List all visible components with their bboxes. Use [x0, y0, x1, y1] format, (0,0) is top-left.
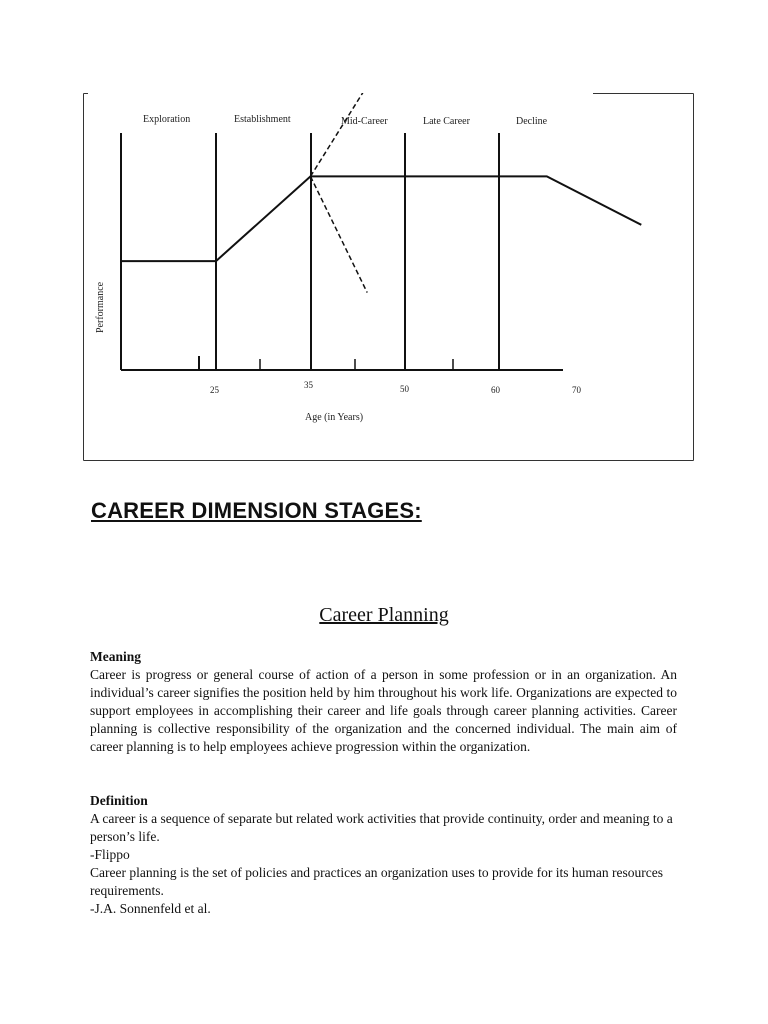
definition-section	[90, 792, 677, 918]
definition-attribution: -J.A. Sonnenfeld et al.	[90, 901, 211, 916]
career-stages-figure	[83, 93, 694, 461]
y-axis-title: Performance	[95, 281, 106, 333]
x-axis-title: Age (in Years)	[305, 412, 364, 423]
section-heading: CAREER DIMENSION STAGES:	[91, 498, 422, 523]
meaning-paragraph: Career is progress or general course of action of a person in some profession or in an organization. An individual’s career signifies the position held by him throughout his work life. Organizations are expected to support employees in accomplishing their career and life goals through career planning activities. Career planning is collective responsibility of the organization and the concerned individual. The main aim of career planning is to help employees achieve progression within the organization.	[90, 667, 677, 754]
performance-series-line	[122, 176, 642, 261]
x-tick-label: 35	[304, 380, 313, 390]
x-tick-label: 50	[400, 384, 409, 394]
meaning-heading: Meaning	[90, 649, 142, 664]
stage-label: Mid-Career	[341, 116, 388, 127]
career-stages-chart	[83, 93, 694, 461]
x-tick-label: 25	[210, 385, 219, 395]
stage-label: Late Career	[423, 116, 470, 127]
stage-label: Establishment	[234, 114, 291, 125]
definition-attribution: -Flippo	[90, 847, 130, 862]
dashed-series-line	[311, 176, 368, 292]
definition-line: A career is a sequence of separate but related work activities that provide continuity, order and meaning to a person’s life.	[90, 811, 673, 844]
meaning-section	[90, 648, 677, 756]
page-title: Career Planning	[319, 604, 449, 626]
definition-line: Career planning is the set of policies and practices an organization uses to provide for its human resources requirements.	[90, 865, 663, 898]
stage-label: Decline	[516, 116, 548, 127]
definition-heading: Definition	[90, 793, 148, 808]
stage-label: Exploration	[143, 114, 191, 125]
dashed-series-line	[311, 93, 387, 176]
x-tick-label: 70	[572, 385, 581, 395]
x-tick-label: 60	[491, 385, 500, 395]
